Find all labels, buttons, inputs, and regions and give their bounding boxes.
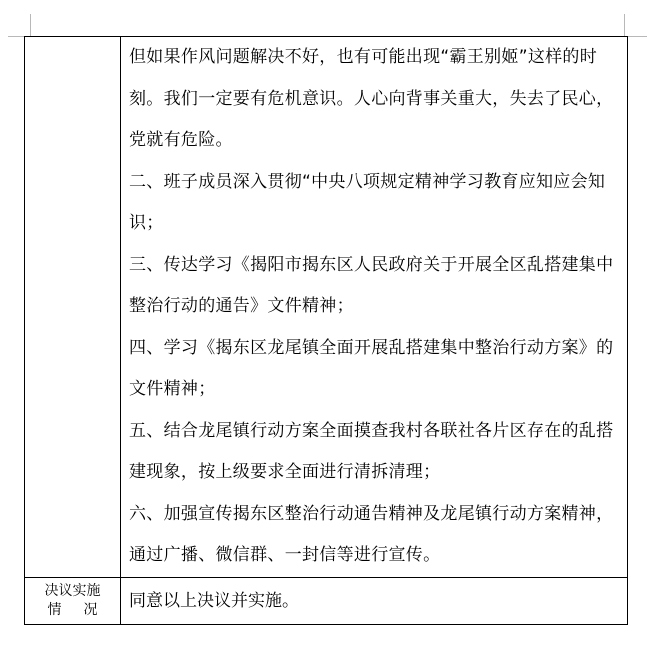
crop-mark-top-right-vertical bbox=[624, 14, 625, 36]
implementation-label-line1: 决议实施 bbox=[44, 583, 101, 599]
content-body bbox=[129, 37, 621, 577]
implementation-label-line2: 情况 bbox=[47, 602, 120, 618]
implementation-label-cell bbox=[25, 578, 121, 625]
paragraph-item-2: 二、班子成员深入贯彻“中央八项规定精神学习教育应知应会知识； bbox=[129, 171, 606, 233]
paragraph-item-3: 三、传达学习《揭阳市揭东区人民政府关于开展全区乱搭建集中整治行动的通告》文件精神； bbox=[129, 254, 614, 316]
implementation-row bbox=[25, 578, 628, 625]
crop-mark-top-left-vertical bbox=[30, 14, 31, 36]
content-row bbox=[25, 37, 628, 578]
implementation-content-cell: 同意以上决议并实施。 bbox=[121, 578, 628, 625]
paragraph-item-6: 六、加强宣传揭东区整治行动通告精神及龙尾镇行动方案精神，通过广播、微信群、一封信等进行宣传。 bbox=[129, 503, 614, 565]
paragraph-item-4: 四、学习《揭东区龙尾镇全面开展乱搭建集中整治行动方案》的文件精神； bbox=[129, 337, 614, 399]
resolution-table bbox=[24, 36, 628, 625]
empty-label-cell bbox=[25, 37, 121, 578]
paragraph-continuation: 但如果作风问题解决不好，也有可能出现“霸王别姬”这样的时刻。我们一定要有危机意识。人心向背事关重大，失去了民心，党就有危险。 bbox=[129, 47, 614, 150]
content-cell bbox=[121, 37, 628, 578]
paragraph-item-5: 五、结合龙尾镇行动方案全面摸查我村各联社各片区存在的乱搭建现象，按上级要求全面进行清拆清理； bbox=[129, 420, 614, 482]
crop-mark-top-right-horizontal bbox=[625, 36, 647, 37]
